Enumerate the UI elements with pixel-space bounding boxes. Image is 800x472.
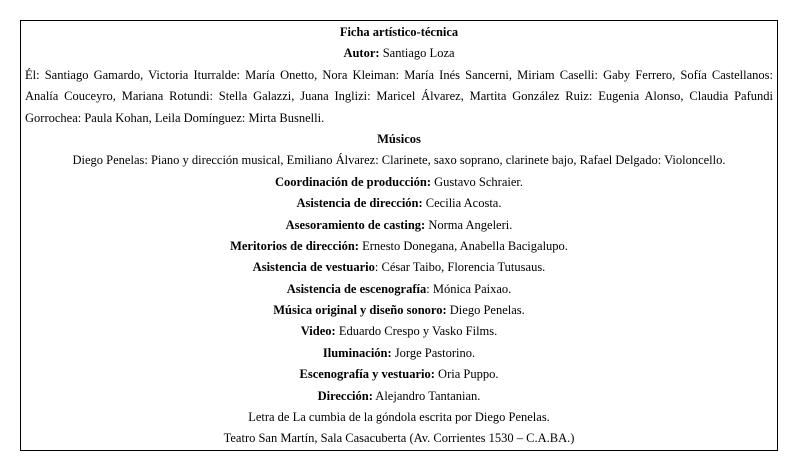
credit-set-costume	[25, 364, 773, 385]
cast-line-3: Gorrochea: Paula Kohan, Leila Domínguez: Mirta Busnelli.	[25, 110, 325, 125]
credit-value: Cecilia Acosta.	[422, 196, 502, 211]
credit-value: Ernesto Donegana, Anabella Bacigalupo.	[358, 238, 568, 253]
credit-set-assistant	[25, 279, 773, 300]
credit-label: Asesoramiento de casting:	[285, 217, 426, 232]
credit-value: Alejandro Tantanian.	[372, 388, 481, 403]
credit-value: Eduardo Crespo y Vasko Films.	[335, 324, 498, 339]
credit-casting	[25, 215, 773, 236]
credit-label: Meritorios de dirección:	[230, 238, 359, 253]
author-label: Autor:	[343, 46, 380, 61]
credit-value: : Mónica Paixao.	[426, 281, 512, 296]
credit-costume-assistant	[25, 257, 773, 278]
credits-sheet	[20, 20, 778, 451]
credit-video	[25, 321, 773, 342]
credit-value: Jorge Pastorino.	[391, 345, 476, 360]
credit-label: Asistencia de vestuario	[252, 260, 375, 275]
credit-assistant-director	[25, 193, 773, 214]
musicians-heading: Músicos	[377, 131, 421, 146]
credit-director-interns	[25, 236, 773, 257]
credit-value: : César Taibo, Florencia Tutusaus.	[374, 260, 546, 275]
credit-label: Dirección:	[317, 388, 373, 403]
author-value: Santiago Loza	[379, 46, 455, 61]
credit-music-sound	[25, 300, 773, 321]
cast-line-2: Analía Couceyro, Mariana Rotundi: Stella Galazzi, Juana Inglizi: Maricel Álvarez, Martita González Ruiz: Eugenia Alonso, Claudia Pafundi	[25, 89, 773, 104]
credit-label: Coordinación de producción:	[274, 174, 432, 189]
credit-production-coordination	[25, 172, 773, 193]
lyrics-note: Letra de La cumbia de la góndola escrita por Diego Penelas.	[248, 410, 550, 425]
credit-label: Música original y diseño sonoro:	[273, 303, 447, 318]
credit-value: Diego Penelas.	[446, 303, 525, 318]
credit-value: Norma Angeleri.	[425, 217, 513, 232]
sheet-title: Ficha artístico-técnica	[339, 25, 459, 39]
credit-label: Iluminación:	[322, 345, 392, 360]
credit-value: Gustavo Schraier.	[431, 174, 524, 189]
credit-label: Asistencia de dirección:	[296, 196, 423, 211]
musicians-line: Diego Penelas: Piano y dirección musical, Emiliano Álvarez: Clarinete, saxo soprano, clarinete bajo, Rafael Delgado: Violoncello.	[72, 153, 726, 168]
credit-direction	[25, 386, 773, 407]
credit-lighting	[25, 343, 773, 364]
credit-label: Asistencia de escenografía	[286, 281, 427, 296]
credit-value: Oria Puppo.	[434, 367, 499, 382]
author-line	[25, 43, 773, 64]
credit-label: Video:	[300, 324, 336, 339]
venue-line: Teatro San Martín, Sala Casacuberta (Av. Corrientes 1530 – C.A.BA.)	[223, 431, 575, 446]
cast-line-1: Él: Santiago Gamardo, Victoria Iturralde: María Onetto, Nora Kleiman: María Inés Sancerni, Miriam Caselli: Gaby Ferrero, Sofía Castellanos:	[25, 67, 773, 82]
credit-label: Escenografía y vestuario:	[299, 367, 435, 382]
